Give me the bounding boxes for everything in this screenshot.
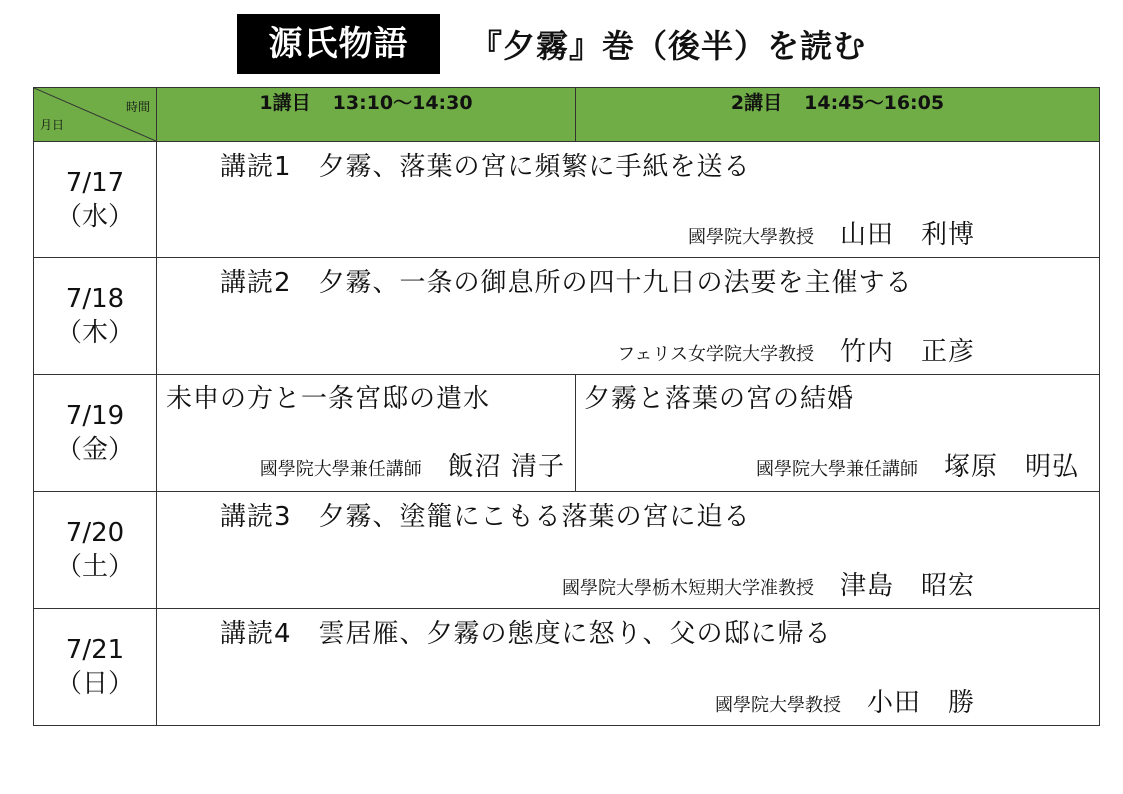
period2-header (576, 88, 1100, 142)
period2-time: 14:45～16:05 (804, 92, 945, 114)
lecturer-name: 小田 勝 (866, 688, 975, 718)
lecturer (260, 446, 565, 483)
lecture-cell (157, 609, 1100, 726)
lecture-cell (157, 258, 1100, 375)
table-row (34, 375, 1100, 492)
lecturer-affiliation: 國學院大學教授 (687, 227, 814, 248)
lecturer (688, 214, 975, 251)
lecturer (562, 565, 975, 602)
weekday: （金） (55, 435, 134, 465)
lecturer-affiliation: フェリス女学院大学教授 (617, 344, 814, 365)
lecture-title: 夕霧と落葉の宮の結婚 (584, 384, 855, 414)
table-row (34, 258, 1100, 375)
date-cell (34, 142, 157, 258)
lecture-cell (157, 492, 1100, 609)
lecture-title: 講読3 夕霧、塗籠にこもる落葉の宮に迫る (220, 502, 751, 532)
weekday: （水） (55, 201, 134, 232)
lecturer (617, 331, 975, 368)
date-cell (34, 492, 157, 609)
lecture-title: 講読4 雲居雁、夕霧の態度に怒り、父の邸に帰る (220, 619, 832, 649)
lecture-cell-period2 (576, 375, 1100, 492)
date: 7/21 (65, 635, 125, 665)
weekday: （日） (55, 669, 134, 699)
lecture-title: 講読2 夕霧、一条の御息所の四十九日の法要を主催する (220, 268, 913, 298)
period1-label: 1講目 (259, 92, 311, 114)
period2-label: 2講目 (730, 92, 783, 114)
date: 7/20 (65, 518, 125, 548)
lecture-cell (157, 142, 1100, 258)
lecturer-affiliation: 國學院大學教授 (714, 695, 841, 716)
lecturer (756, 446, 1079, 483)
lecturer-name: 津島 昭宏 (839, 571, 975, 601)
lecture-title: 講読1 夕霧、落葉の宮に頻繁に手紙を送る (220, 152, 751, 182)
weekday: （土） (55, 552, 134, 582)
lecturer-affiliation: 國學院大學兼任講師 (755, 459, 918, 480)
title-subtitle: 『夕霧』巻（後半）を読む (470, 27, 867, 65)
schedule-table (33, 87, 1100, 726)
title-bar (0, 14, 1123, 74)
lecturer-name: 山田 利博 (839, 220, 975, 250)
lecturer-affiliation: 國學院大學栃木短期大学准教授 (561, 578, 814, 599)
lecturer (715, 682, 975, 719)
date-cell (34, 375, 157, 492)
date-cell (34, 609, 157, 726)
lecture-cell-period1 (157, 375, 576, 492)
corner-time-label: 時間 (125, 100, 150, 114)
header-row (34, 88, 1100, 142)
corner-header-cell (34, 88, 157, 142)
date: 7/17 (65, 167, 125, 198)
title-badge: 源氏物語 (237, 14, 440, 74)
corner-date-label: 月日 (40, 118, 65, 132)
table-row (34, 492, 1100, 609)
lecturer-name: 竹内 正彦 (839, 337, 975, 367)
date-cell (34, 258, 157, 375)
lecturer-affiliation: 國學院大學兼任講師 (259, 459, 422, 480)
lecture-title: 未申の方と一条宮邸の遣水 (166, 384, 491, 414)
date: 7/18 (65, 284, 125, 314)
period1-time: 13:10～14:30 (332, 92, 473, 114)
date: 7/19 (65, 401, 125, 431)
lecturer-name: 飯沼 清子 (447, 452, 565, 482)
table-row (34, 142, 1100, 258)
period1-header (157, 88, 576, 142)
lecturer-name: 塚原 明弘 (943, 452, 1079, 482)
table-row (34, 609, 1100, 726)
weekday: （木） (55, 318, 134, 348)
